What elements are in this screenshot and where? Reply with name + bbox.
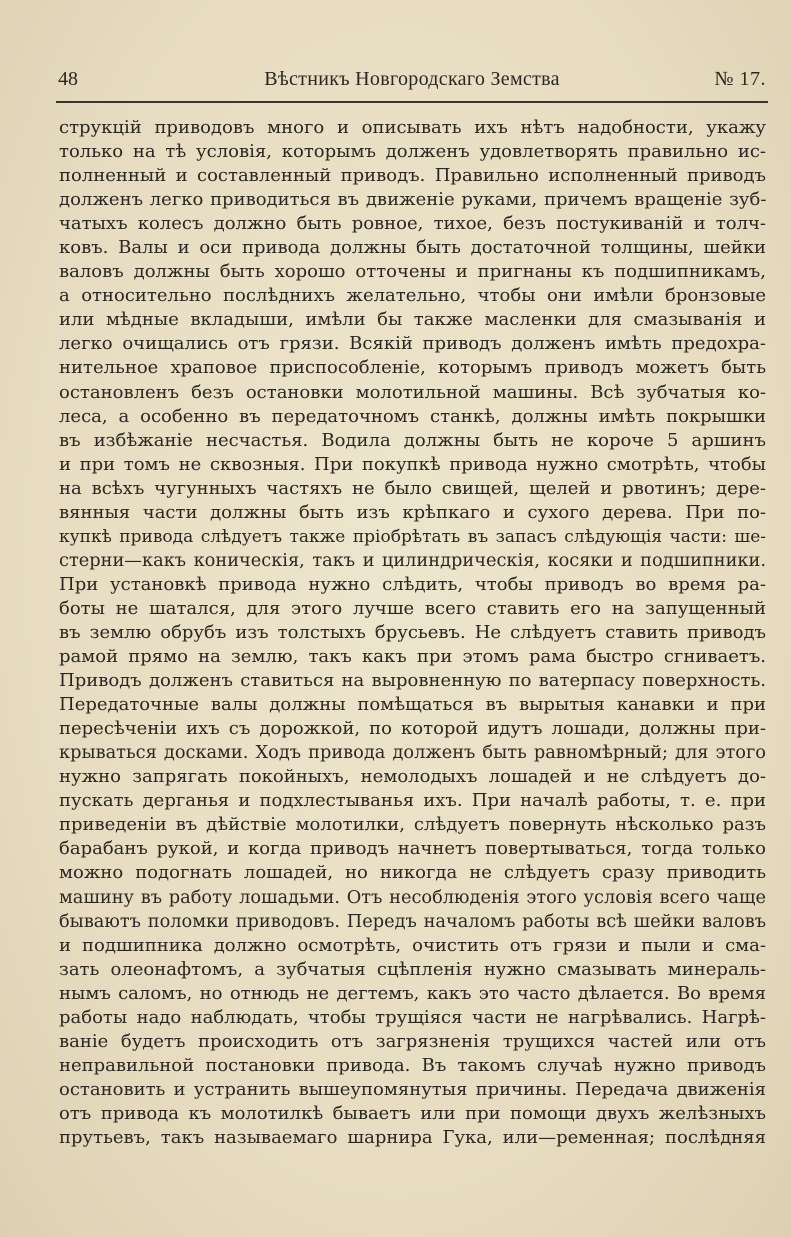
text-line: рамой прямо на землю, такъ какъ при этомъ рама быстро сгниваетъ. [59,646,766,668]
text-line: зать олеонафтомъ, а зубчатыя сцѣпленія нужно смазывать минераль- [59,958,766,980]
body-text [59,116,766,1150]
text-line: полненный и составленный приводъ. Правильно исполненный приводъ [59,165,766,187]
text-line: остановить и устранить вышеупомянутыя причины. Передача движенія [59,1078,766,1100]
text-line: въ землю обрубъ изъ толстыхъ брусьевъ. Не слѣдуетъ ставить приводъ [59,621,766,643]
text-line: или мѣдные вкладыши, имѣли бы также масленки для смазыванія и [59,309,766,331]
text-line: пускать дерганья и подхлестыванья ихъ. При началѣ работы, т. е. при [59,790,766,812]
text-line: неправильной постановки привода. Въ такомъ случаѣ нужно приводъ [59,1054,766,1076]
text-line: Передаточные валы должны помѣщаться въ вырытыя канавки и при [59,694,766,716]
text-line: и при томъ не сквозныя. При покупкѣ привода нужно смотрѣть, чтобы [59,453,766,475]
text-line: ваніе будетъ происходить отъ загрязненія трущихся частей или отъ [59,1030,766,1052]
text-line: чатыхъ колесъ должно быть ровное, тихое, безъ постукиваній и толч- [59,213,766,235]
text-line: бываютъ поломки приводовъ. Передъ началомъ работы всѣ шейки валовъ [59,911,766,932]
journal-title: Вѣстникъ Новгородскаго Земства [264,68,560,90]
text-line: отъ привода къ молотилкѣ бываетъ или при помощи двухъ желѣзныхъ [59,1102,766,1124]
text-line: нительное храповое приспособленіе, которымъ приводъ можетъ быть [59,357,766,379]
text-line: ковъ. Валы и оси привода должны быть достаточной толщины, шейки [59,237,766,259]
text-line: валовъ должны быть хорошо отточены и пригнаны къ подшипникамъ, [59,261,766,283]
text-line: можно подогнать лошадей, но никогда не слѣдуетъ сразу приводить [59,862,766,884]
issue-number: № 17. [714,68,766,90]
text-line: легко очищались отъ грязи. Всякій приводъ долженъ имѣть предохра- [59,333,766,355]
text-line: крываться досками. Ходъ привода долженъ быть равномѣрный; для этого [59,743,766,764]
text-line: При установкѣ привода нужно слѣдить, чтобы приводъ во время ра- [59,573,766,595]
running-header [58,66,766,96]
text-line: машину въ работу лошадьми. Отъ несоблюденія этого условія всего чаще [59,887,766,908]
text-line: только на тѣ условія, которымъ долженъ удовлетворять правильно ис- [59,141,766,163]
text-line: а относительно послѣднихъ желательно, чтобы они имѣли бронзовые [59,285,766,307]
text-line: купкѣ привода слѣдуетъ также пріобрѣтать въ запасъ слѣдующія части: ше- [59,526,766,547]
text-line: вянныя части должны быть изъ крѣпкаго и сухого дерева. При по- [59,501,766,523]
text-line: остановленъ безъ остановки молотильной машины. Всѣ зубчатыя ко- [59,381,766,403]
text-line: на всѣхъ чугунныхъ частяхъ не было свищей, щелей и рвотинъ; дере- [59,477,766,499]
text-line: нымъ саломъ, но отнюдь не дегтемъ, какъ это часто дѣлается. Во время [59,982,766,1004]
text-line: струкцій приводовъ много и описывать ихъ нѣтъ надобности, укажу [59,117,766,138]
text-line: пересѣченіи ихъ съ дорожкой, по которой идутъ лошади, должны при- [59,718,766,740]
text-line: приведеніи въ дѣйствіе молотилки, слѣдуетъ повернуть нѣсколько разъ [59,814,766,836]
text-line: и подшипника должно осмотрѣть, очистить отъ грязи и пыли и сма- [59,934,766,956]
text-line: леса, а особенно въ передаточномъ станкѣ, должны имѣть покрышки [59,405,766,427]
text-line: барабанъ рукой, и когда приводъ начнетъ повертываться, тогда только [59,838,766,860]
page-number: 48 [58,68,78,90]
header-rule [56,101,768,103]
text-line: долженъ легко приводиться въ движеніе руками, причемъ вращеніе зуб- [59,189,766,211]
text-line: въ избѣжаніе несчастья. Водила должны быть не короче 5 аршинъ [59,429,766,451]
text-line: боты не шатался, для этого лучше всего ставить его на запущенный [59,597,766,619]
text-line: стерни—какъ коническія, такъ и цилиндрическія, косяки и подшипники. [59,550,766,571]
text-line: Приводъ долженъ ставиться на выровненную по ватерпасу поверхность. [59,670,766,692]
text-line: нужно запрягать покойныхъ, немолодыхъ лошадей и не слѣдуетъ до- [59,766,766,788]
text-line: прутьевъ, такъ называемаго шарнира Гука, или—ременная; послѣдняя [59,1126,766,1148]
text-line: работы надо наблюдать, чтобы трущіяся части не нагрѣвались. Нагрѣ- [59,1006,766,1028]
